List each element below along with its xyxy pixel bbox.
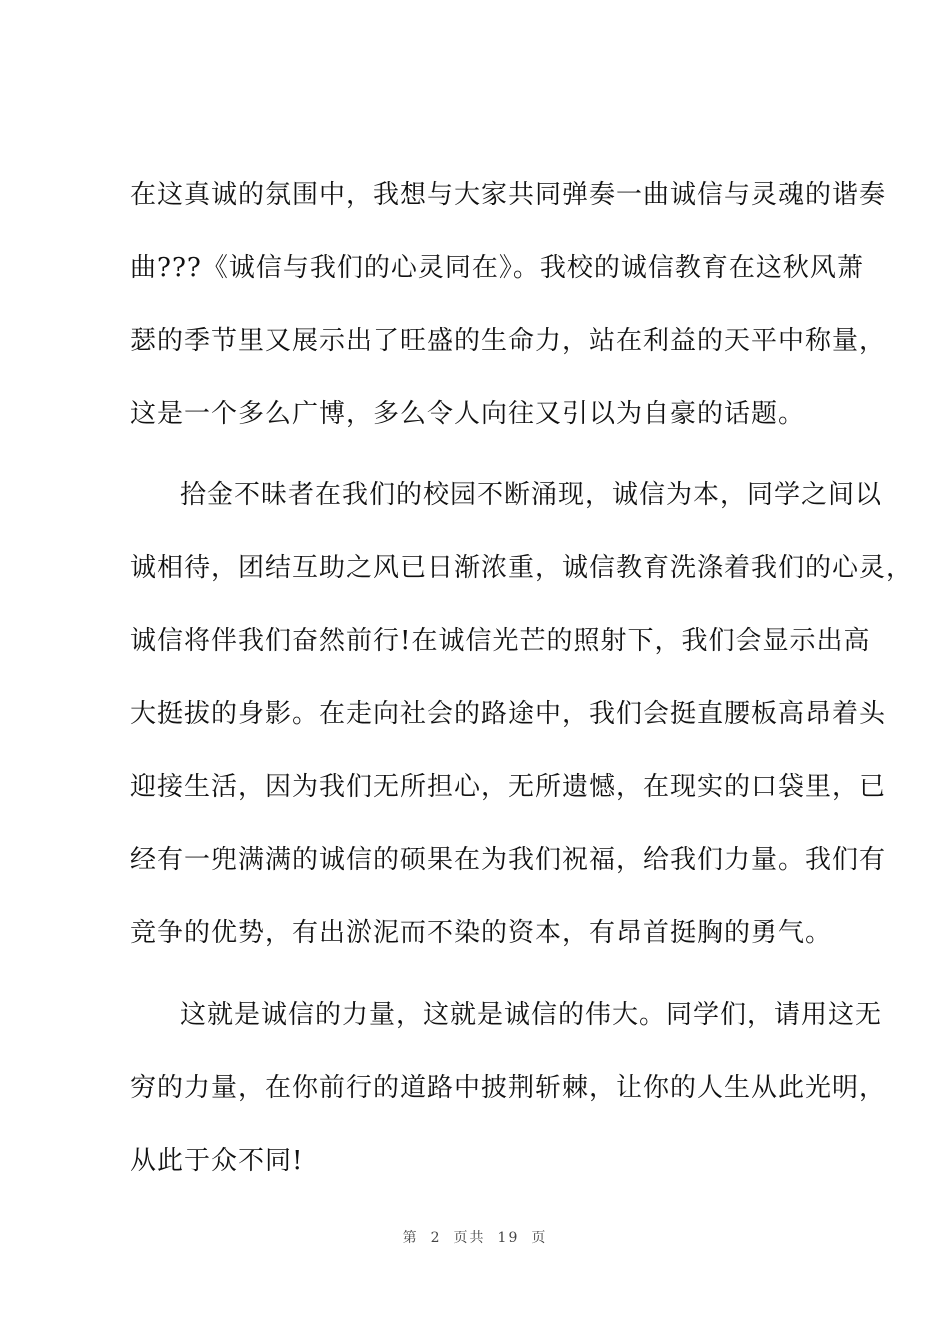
page-label-prefix: 第 (402, 1230, 419, 1246)
text-line: 穷的力量，在你前行的道路中披荆斩棘，让你的人生从此光明， (130, 1073, 887, 1103)
text-line: 竞争的优势，有出淤泥而不染的资本，有昂首挺胸的勇气。 (130, 918, 833, 948)
text-line: 大挺拔的身影。在走向社会的路途中，我们会挺直腰板高昂着头 (130, 699, 887, 729)
text-line: 从此于众不同! (130, 1146, 304, 1176)
page-footer (0, 1227, 950, 1247)
text-line: 经有一兜满满的诚信的硕果在为我们祝福，给我们力量。我们有 (130, 845, 887, 875)
page-label-suffix: 页 (531, 1230, 548, 1246)
text-line: 诚信将伴我们奋然前行!在诚信光芒的照射下，我们会显示出高 (130, 626, 871, 656)
text-line: 迎接生活，因为我们无所担心，无所遗憾，在现实的口袋里，已 (130, 772, 887, 802)
text-line: 在这真诚的氛围中，我想与大家共同弹奏一曲诚信与灵魂的谐奏 (130, 180, 887, 210)
current-page-number: 2 (430, 1230, 442, 1246)
text-line: 拾金不昧者在我们的校园不断涌现，诚信为本，同学之间以 (180, 480, 883, 510)
total-pages-number: 19 (497, 1230, 520, 1246)
text-line: 诚相待，团结互助之风已日渐浓重，诚信教育洗涤着我们的心灵， (130, 553, 914, 583)
text-line: 这是一个多么广博，多么令人向往又引以为自豪的话题。 (130, 399, 806, 429)
text-line: 瑟的季节里又展示出了旺盛的生命力，站在利益的天平中称量， (130, 326, 887, 356)
page-label-mid: 页共 (453, 1230, 486, 1246)
text-line: 这就是诚信的力量，这就是诚信的伟大。同学们，请用这无 (180, 1000, 883, 1030)
text-line: 曲???《诚信与我们的心灵同在》。我校的诚信教育在这秋风萧 (130, 253, 864, 283)
